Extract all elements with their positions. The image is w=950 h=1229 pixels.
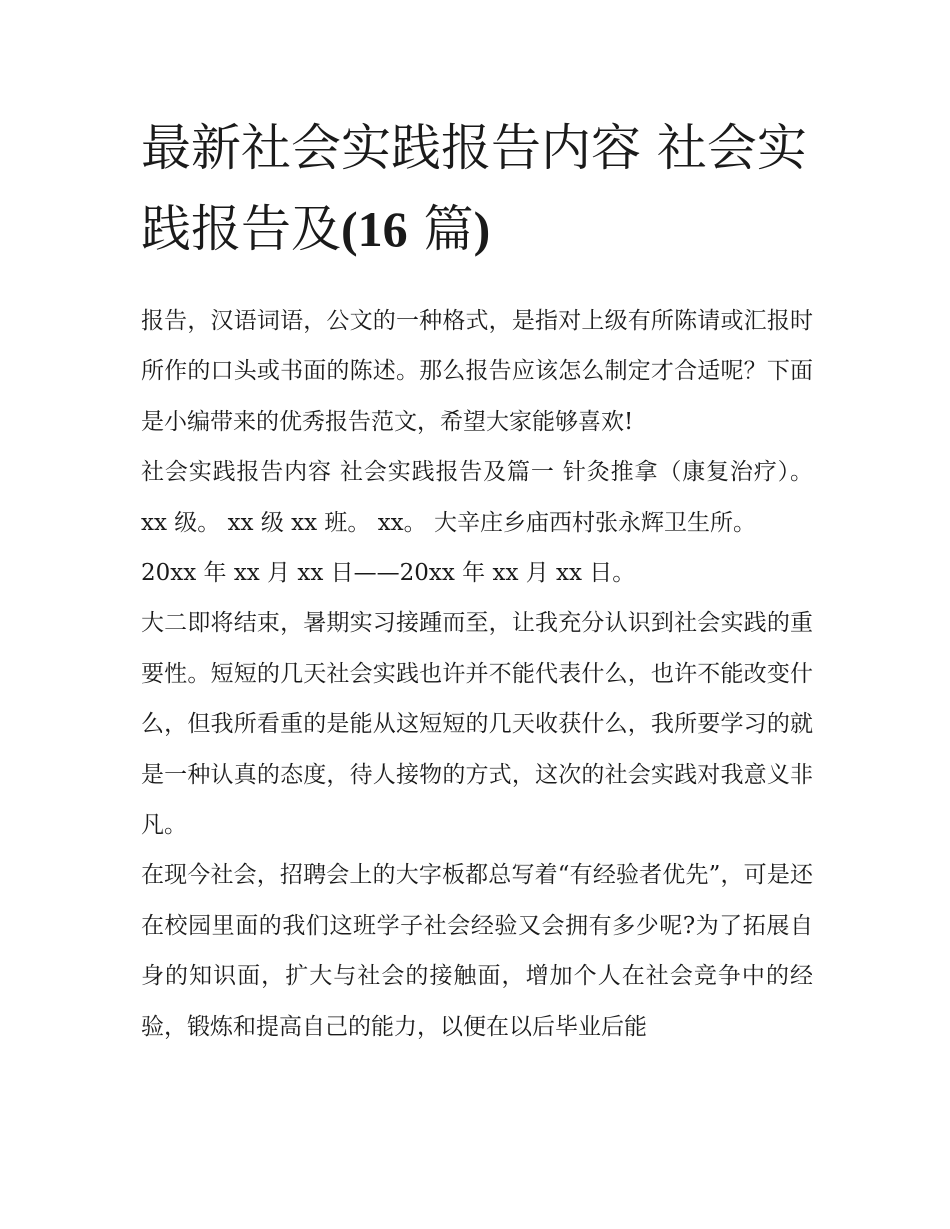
document-body xyxy=(141,296,813,1052)
document-content xyxy=(141,108,813,1052)
title-close-paren: ) xyxy=(473,201,491,257)
paragraph-motivation: 在现今社会，招聘会上的大字板都总写着“有经验者优先”，可是还在校园里面的我们这班学子社会经验又会拥有多少呢?为了拓展自身的知识面，扩大与社会的接触面，增加个人在社会竞争中的经验，锻炼和提高自己的能力，以便在以后毕业后能 xyxy=(141,862,813,1040)
paragraph-intro: 报告，汉语词语，公文的一种格式，是指对上级有所陈请或汇报时所作的口头或书面的陈述。那么报告应该怎么制定才合适呢？下面是小编带来的优秀报告范文，希望大家能够喜欢! xyxy=(141,308,813,435)
paragraph-significance: 大二即将结束，暑期实习接踵而至，让我充分认识到社会实践的重要性。短短的几天社会实践也许并不能代表什么，也许不能改变什么，但我所看重的是能从这短短的几天收获什么，我所要学习的就是一种认真的态度，待人接物的方式，这次的社会实践对我意义非凡。 xyxy=(141,610,813,839)
paragraph-section-header: 社会实践报告内容 社会实践报告及篇一 针灸推拿（康复治疗）。 xx 级。 xx 级 xx 班。 xx。 大辛庄乡庙西村张永辉卫生所。 xyxy=(141,459,813,536)
title-text: 最新社会实践报告内容 社会实践报告及 xyxy=(141,119,807,258)
title-unit: 篇 xyxy=(407,200,474,258)
document-title xyxy=(141,108,813,270)
paragraph-date-range: 20xx 年 xx 月 xx 日——20xx 年 xx 月 xx 日。 xyxy=(141,560,636,587)
title-count: (16 xyxy=(341,201,408,257)
